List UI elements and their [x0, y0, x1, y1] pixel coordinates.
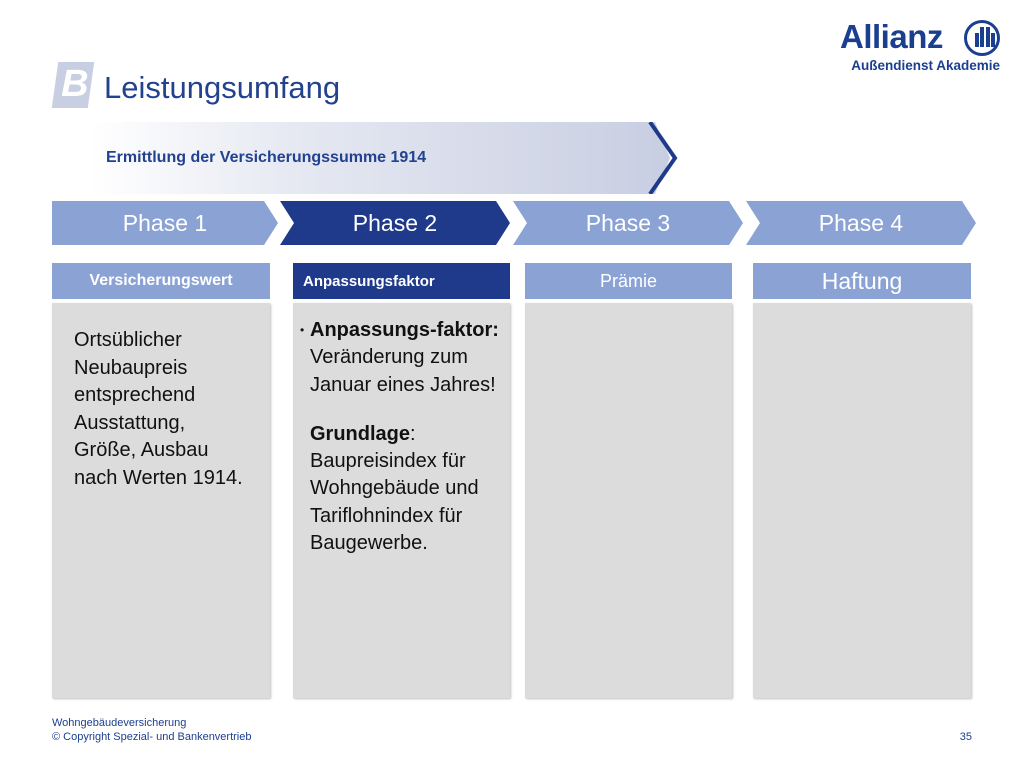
phase-3-label: Phase 3	[585, 209, 671, 236]
column-header-label: Anpassungsfaktor	[303, 272, 435, 290]
page-number: 35	[959, 731, 972, 743]
grundlage-line	[310, 421, 500, 448]
bullet-icon: •	[300, 323, 305, 337]
column-header-label: Versicherungswert	[89, 272, 233, 289]
logo-subtitle: Außendienst Akademie	[851, 58, 1000, 73]
anpassungsfaktor-text	[300, 317, 500, 557]
footer-copyright: © Copyright Spezial- und Bankenvertrieb	[52, 731, 252, 743]
versicherungswert-text: Ortsüblicher Neubaupreis entsprechend Ausstattung, Größe, Ausbau nach Werten 1914.	[74, 329, 243, 489]
logo-brand: Allianz	[840, 18, 943, 55]
phase-1-label: Phase 1	[122, 209, 208, 236]
anpassungsfaktor-description: Veränderung zum Januar eines Jahres!	[310, 346, 496, 396]
phase-2-label: Phase 2	[352, 209, 438, 236]
phase-4-label: Phase 4	[818, 209, 904, 236]
banner	[90, 122, 680, 194]
column-body-haftung	[753, 303, 971, 698]
section-badge	[52, 62, 94, 108]
phase-2	[280, 201, 510, 245]
column-header-haftung	[753, 263, 971, 299]
banner-text: Ermittlung der Versicherungssumme 1914	[106, 149, 427, 166]
allianz-logo	[840, 18, 1000, 78]
column-header-label: Haftung	[821, 267, 903, 294]
phase-4	[746, 201, 976, 245]
allianz-eagle-icon	[964, 20, 1000, 56]
column-body-praemie	[525, 303, 732, 698]
column-header-praemie	[525, 263, 732, 299]
grundlage-colon: :	[410, 422, 416, 445]
column-header-anpassungsfaktor	[293, 263, 510, 299]
column-header-versicherungswert	[52, 263, 270, 299]
grundlage-description: Baupreisindex für Wohngebäude und Tariflohnindex für Baugewerbe.	[310, 450, 479, 555]
anpassungsfaktor-term: Anpassungs-faktor:	[310, 319, 499, 341]
phase-1	[52, 201, 278, 245]
page-title: Leistungsumfang	[104, 70, 341, 105]
phase-3	[513, 201, 743, 245]
column-header-label: Prämie	[599, 270, 657, 291]
section-badge-letter: B	[61, 63, 89, 105]
footer-title: Wohngebäudeversicherung	[52, 717, 187, 729]
grundlage-term: Grundlage	[310, 422, 411, 445]
